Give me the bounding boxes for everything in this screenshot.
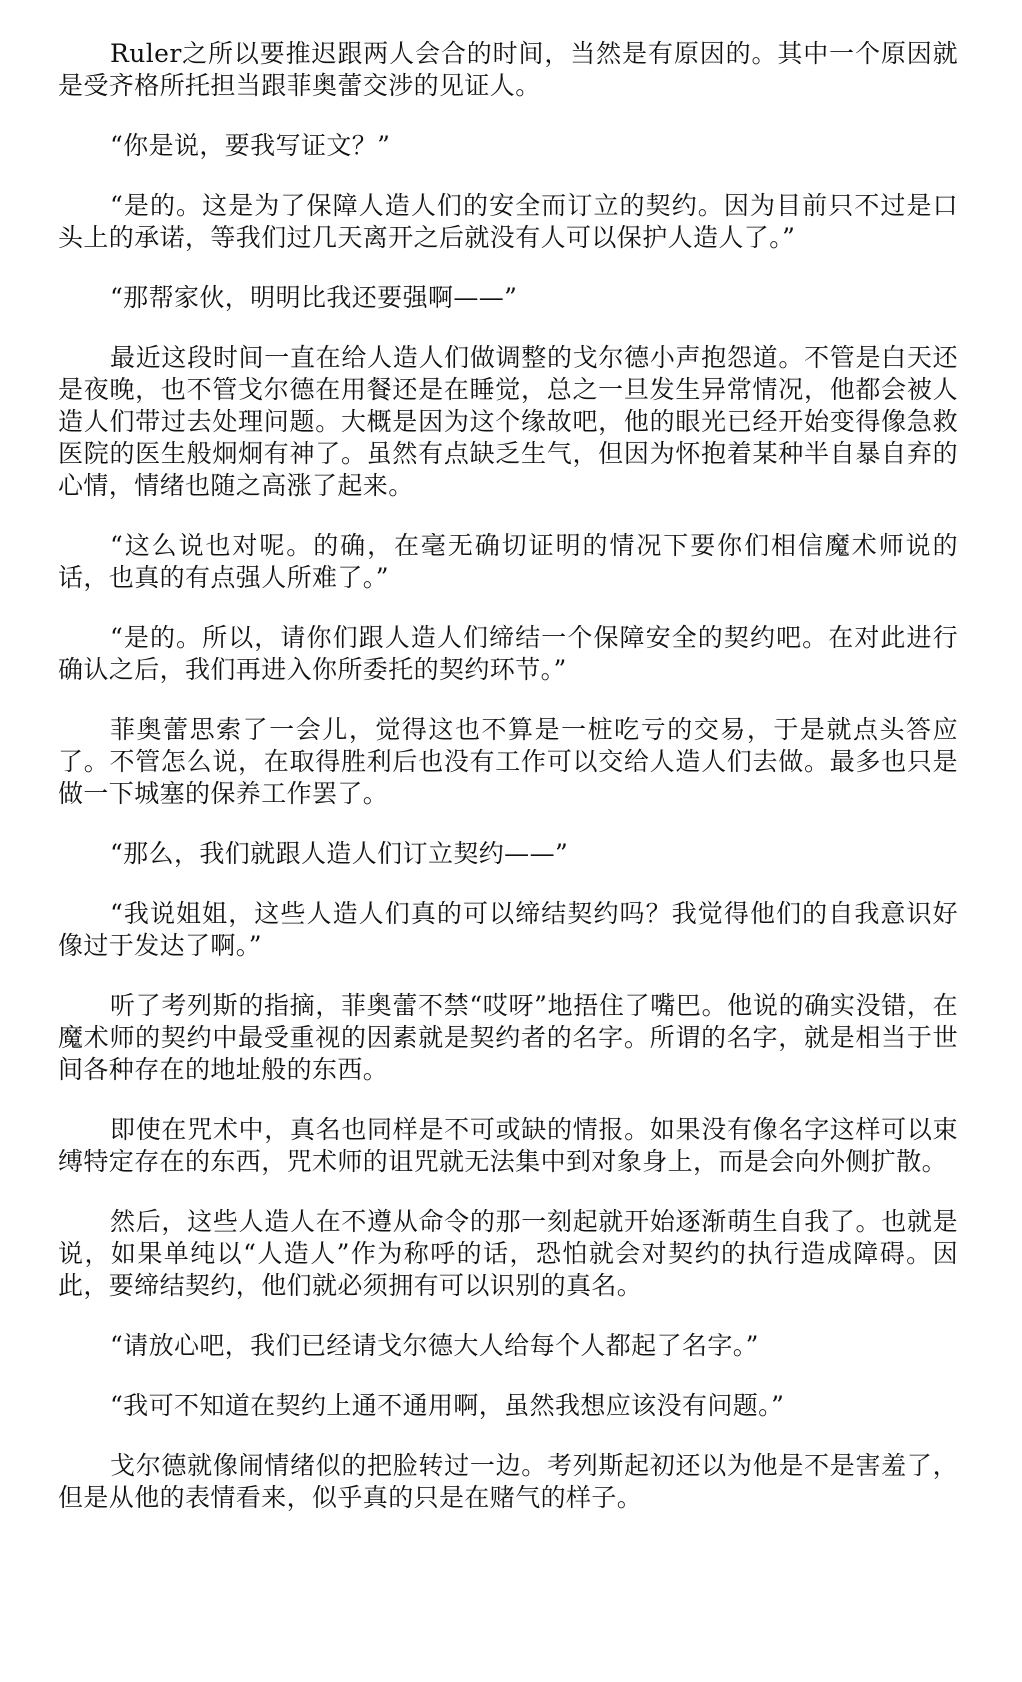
paragraph: “这么说也对呢。的确，在毫无确切证明的情况下要你们相信魔术师说的话，也真的有点强人所难了。” xyxy=(58,531,958,592)
document-page xyxy=(58,38,958,1514)
paragraph: “请放心吧，我们已经请戈尔德大人给每个人都起了名字。” xyxy=(110,1331,759,1360)
paragraph: “是的。这是为了保障人造人们的安全而订立的契约。因为目前只不过是口头上的承诺，等我们过几天离开之后就没有人可以保护人造人了。” xyxy=(58,191,958,252)
paragraph: “我说姐姐，这些人造人们真的可以缔结契约吗？我觉得他们的自我意识好像过于发达了啊。” xyxy=(58,899,958,960)
paragraph: “我可不知道在契约上通不通用啊，虽然我想应该没有问题。” xyxy=(110,1391,785,1420)
paragraph: 最近这段时间一直在给人造人们做调整的戈尔德小声抱怨道。不管是白天还是夜晚，也不管戈尔德在用餐还是在睡觉，总之一旦发生异常情况，他都会被人造人们带过去处理问题。大概是因为这个缘故吧，他的眼光已经开始变得像急救医院的医生般炯炯有神了。虽然有点缺乏生气，但因为怀抱着某种半自暴自弃的心情，情绪也随之高涨了起来。 xyxy=(58,343,958,500)
paragraph: 然后，这些人造人在不遵从命令的那一刻起就开始逐渐萌生自我了。也就是说，如果单纯以“人造人”作为称呼的话，恐怕就会对契约的执行造成障碍。因此，要缔结契约，他们就必须拥有可以识别的真名。 xyxy=(58,1207,958,1300)
paragraph: “那么，我们就跟人造人们订立契约——” xyxy=(110,839,569,868)
paragraph: “那帮家伙，明明比我还要强啊——” xyxy=(110,283,518,312)
paragraph: “你是说，要我写证文？” xyxy=(110,131,391,160)
paragraph: 听了考列斯的指摘，菲奥蕾不禁“哎呀”地捂住了嘴巴。他说的确实没错，在魔术师的契约中最受重视的因素就是契约者的名字。所谓的名字，就是相当于世间各种存在的地址般的东西。 xyxy=(58,991,958,1084)
paragraph: Ruler之所以要推迟跟两人会合的时间，当然是有原因的。其中一个原因就是受齐格所托担当跟菲奥蕾交涉的见证人。 xyxy=(58,39,958,100)
paragraph: “是的。所以，请你们跟人造人们缔结一个保障安全的契约吧。在对此进行确认之后，我们再进入你所委托的契约环节。” xyxy=(58,623,958,684)
paragraph: 菲奥蕾思索了一会儿，觉得这也不算是一桩吃亏的交易，于是就点头答应了。不管怎么说，在取得胜利后也没有工作可以交给人造人们去做。最多也只是做一下城塞的保养工作罢了。 xyxy=(58,715,958,808)
paragraph: 即使在咒术中，真名也同样是不可或缺的情报。如果没有像名字这样可以束缚特定存在的东西，咒术师的诅咒就无法集中到对象身上，而是会向外侧扩散。 xyxy=(58,1115,958,1176)
paragraph: 戈尔德就像闹情绪似的把脸转过一边。考列斯起初还以为他是不是害羞了，但是从他的表情看来，似乎真的只是在赌气的样子。 xyxy=(58,1451,958,1512)
